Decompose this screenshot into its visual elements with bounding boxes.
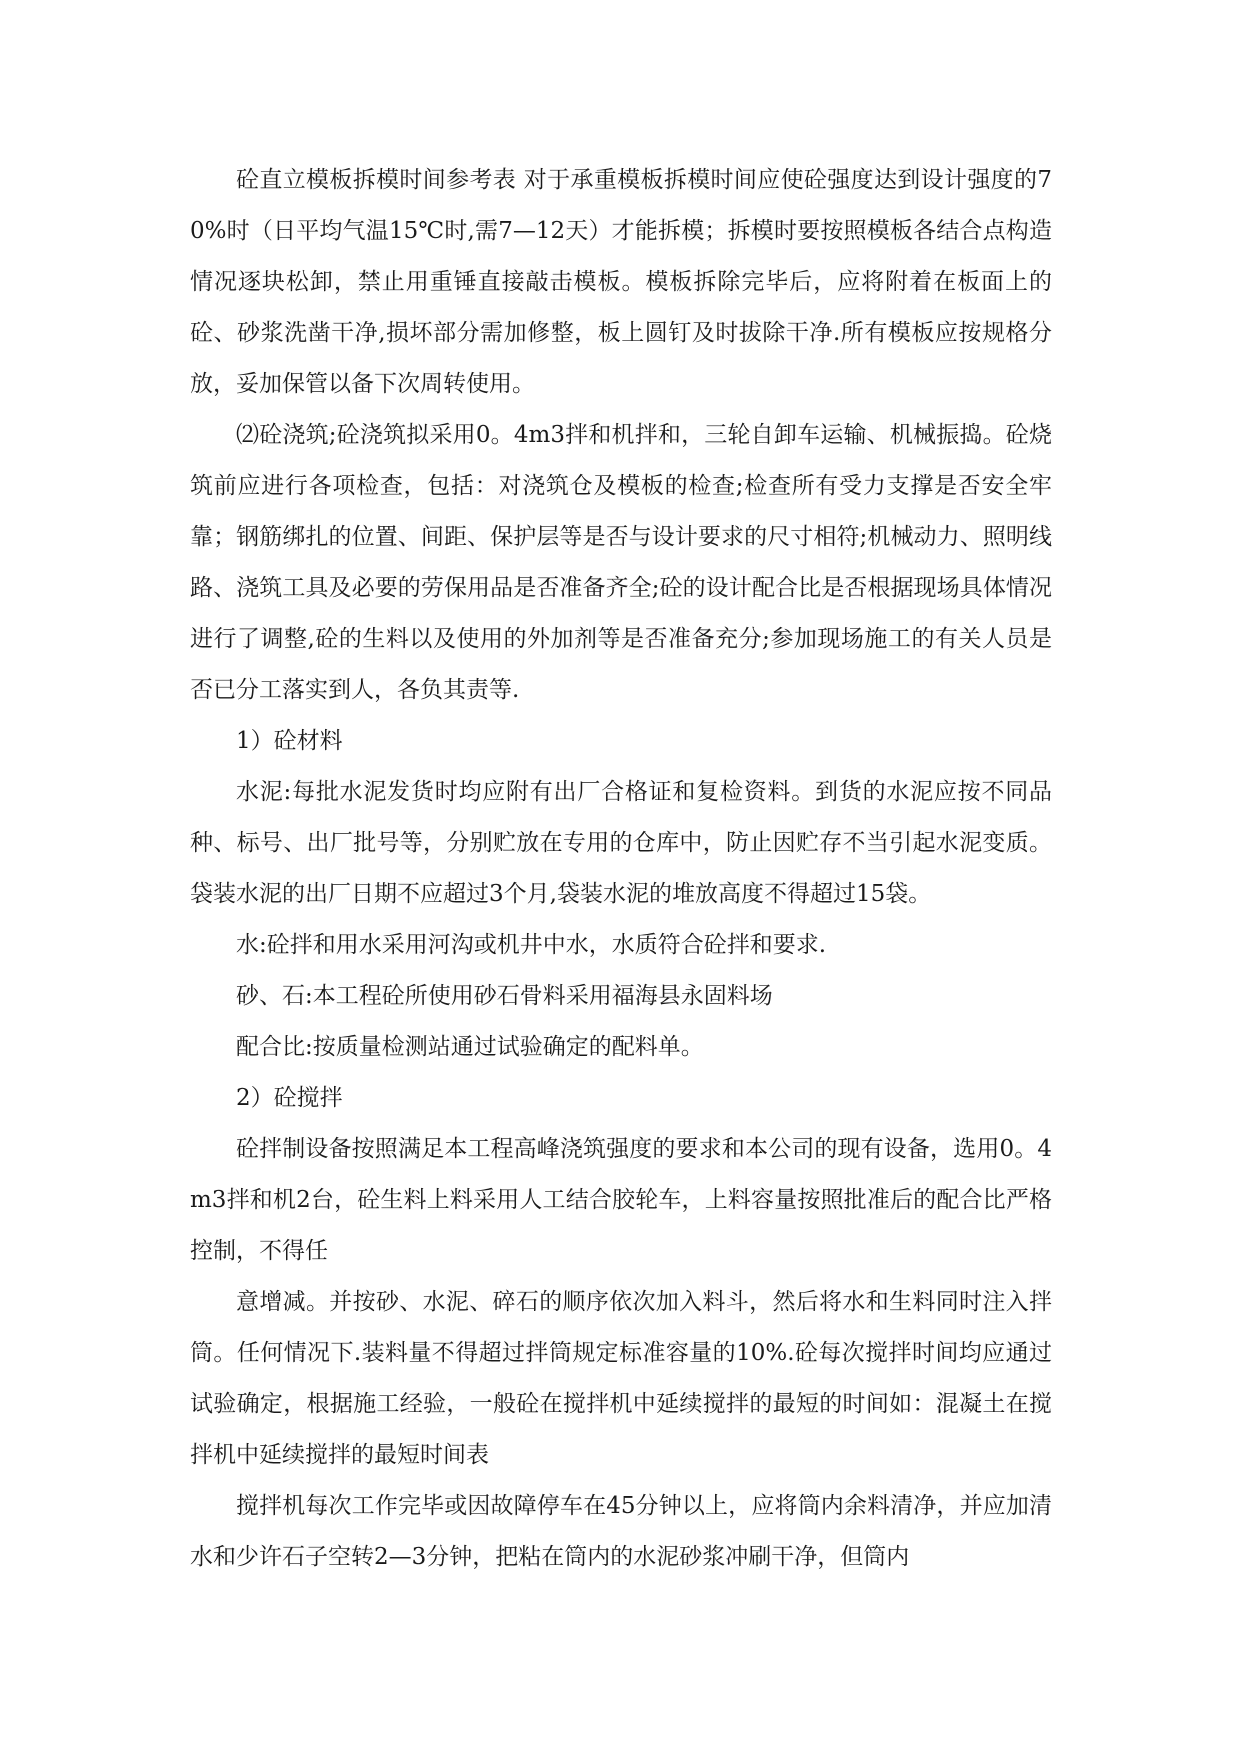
paragraph-mix-ratio: 配合比:按质量检测站通过试验确定的配料单。 — [236, 1034, 704, 1060]
heading-concrete-mixing: 2）砼搅拌 — [236, 1085, 343, 1111]
paragraph-concrete-pouring: ⑵砼浇筑;砼浇筑拟采用0。4m3拌和机拌和，三轮自卸车运输、机械振捣。砼烧筑前应进行各项检查，包括：对浇筑仓及模板的检查;检查所有受力支撑是否安全牢靠；钢筋绑扎的位置、间距、保护层等是否与设计要求的尺寸相符;机械动力、照明线路、浇筑工具及必要的劳保用品是否准备齐全;砼的设计配合比是否根据现场具体情况进行了调整,砼的生料以及使用的外加剂等是否准备充分;参加现场施工的有关人员是否已分工落实到人，各负其责等. — [190, 422, 1052, 703]
paragraph-sand-stone: 砂、石:本工程砼所使用砂石骨料采用福海县永固料场 — [236, 983, 773, 1009]
paragraph-formwork-removal: 砼直立模板拆模时间参考表 对于承重模板拆模时间应使砼强度达到设计强度的70%时（日平均气温15℃时,需7—12天）才能拆模；拆模时要按照模板各结合点构造情况逐块松卸，禁止用重锤直接敲击模板。模板拆除完毕后，应将附着在板面上的砼、砂浆洗凿干净,损坏部分需加修整，板上圆钉及时拔除干净.所有模板应按规格分放，妥加保管以备下次周转使用。 — [190, 167, 1052, 397]
paragraph-mixing-equipment: 砼拌制设备按照满足本工程高峰浇筑强度的要求和本公司的现有设备，选用0。4m3拌和机2台，砼生料上料采用人工结合胶轮车，上料容量按照批准后的配合比严格控制，不得任 — [190, 1136, 1052, 1264]
paragraph-mixer-cleaning: 搅拌机每次工作完毕或因故障停车在45分钟以上，应将筒内余料清净，并应加清水和少许石子空转2—3分钟，把粘在筒内的水泥砂浆冲刷干净，但筒内 — [190, 1493, 1052, 1570]
paragraph-water: 水:砼拌和用水采用河沟或机井中水，水质符合砼拌和要求. — [236, 932, 827, 958]
heading-concrete-materials: 1）砼材料 — [236, 728, 343, 754]
document-body — [190, 155, 1052, 1583]
paragraph-mixing-procedure: 意增减。并按砂、水泥、碎石的顺序依次加入料斗，然后将水和生料同时注入拌筒。任何情况下.装料量不得超过拌筒规定标准容量的10%.砼每次搅拌时间均应通过试验确定，根据施工经验，一般砼在搅拌机中延续搅拌的最短的时间如：混凝土在搅拌机中延续搅拌的最短时间表 — [190, 1289, 1052, 1468]
paragraph-cement: 水泥:每批水泥发货时均应附有出厂合格证和复检资料。到货的水泥应按不同品种、标号、出厂批号等，分别贮放在专用的仓库中，防止因贮存不当引起水泥变质。袋装水泥的出厂日期不应超过3个月,袋装水泥的堆放高度不得超过15袋。 — [190, 779, 1052, 907]
